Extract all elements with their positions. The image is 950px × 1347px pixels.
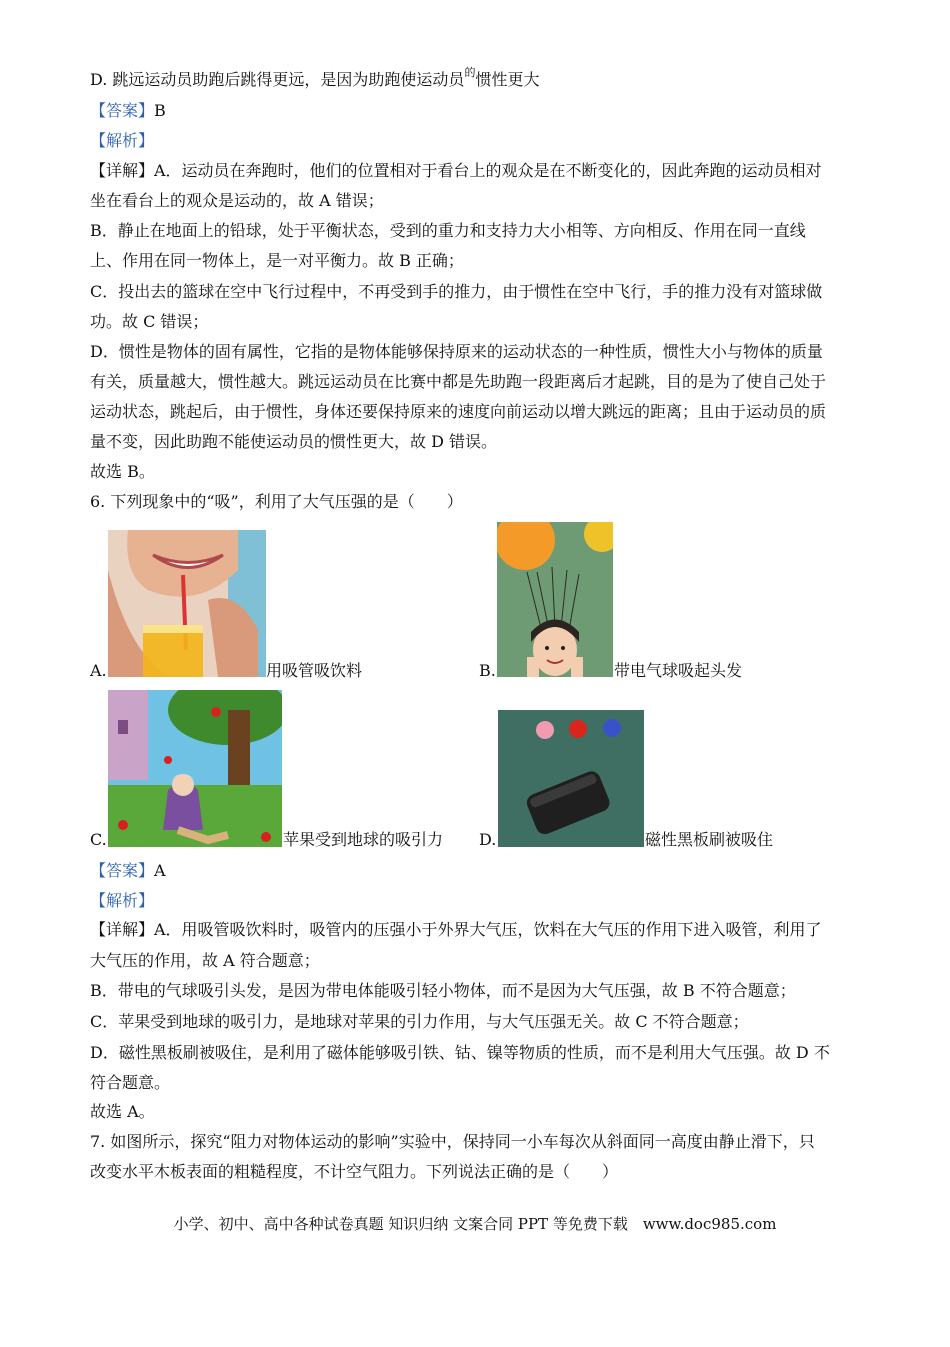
q5-analysis-line: 运动状态，跳起后，由于惯性，身体还要保持原来的速度向前运动以增大跳远的距离；且由于运动员的质: [90, 402, 827, 421]
q6-option-d-text: 磁性黑板刷被吸住: [645, 830, 774, 849]
balloon-hair-image: [497, 522, 613, 677]
q5-analysis-line: 量不变，因此助跑不能使运动员的惯性更大，故 D 错误。: [90, 432, 498, 451]
q6-option-c-letter: C.: [90, 830, 107, 849]
answer-label: 【答案】: [90, 861, 155, 880]
q6-analysis-line: 大气压的作用，故 A 符合题意；: [90, 951, 320, 970]
q5-analysis-line: 坐在看台上的观众是运动的，故 A 错误；: [90, 191, 384, 210]
q6-analysis-line: C．苹果受到地球的吸引力，是地球对苹果的引力作用，与大气压强无关。故 C 不符合题意；: [90, 1012, 749, 1031]
straw-drink-image: [108, 530, 266, 677]
q5-answer: [90, 101, 870, 121]
q6-option-d-letter: D.: [479, 830, 497, 849]
q5-analysis-line: 功。故 C 错误；: [90, 312, 209, 331]
q5-option-d-text: D. 跳远运动员助跑后跳得更远，是因为助跑使运动员: [90, 70, 465, 89]
q6-option-b-text: 带电气球吸起头发: [614, 661, 743, 680]
q6-option-c-text: 苹果受到地球的吸引力: [283, 830, 444, 849]
q6-stem: 6. 下列现象中的“吸”，利用了大气压强的是（ ）: [90, 492, 463, 511]
analysis-label: 【解析】: [90, 131, 155, 150]
answer-value: B: [154, 101, 166, 120]
q6-conclusion: 故选 A。: [90, 1102, 155, 1121]
answer-label: 【答案】: [90, 101, 155, 120]
q5-analysis-line: 上、作用在同一物体上，是一对平衡力。故 B 正确；: [90, 251, 464, 270]
analysis-label: 【解析】: [90, 891, 155, 910]
q5-conclusion: 故选 B。: [90, 462, 155, 481]
q5-analysis-line: 有关，质量越大，惯性越大。跳远运动员在比赛中都是先助跑一段距离后才起跳，目的是为了使自己处于: [90, 372, 827, 391]
q6-option-a-text: 用吸管吸饮料: [266, 661, 363, 680]
magnetic-eraser-image: [498, 710, 644, 847]
q5-option-d: [90, 66, 870, 92]
answer-value: A: [154, 861, 166, 880]
q6-analysis-line: 符合题意。: [90, 1073, 171, 1092]
q5-analysis-line: D．惯性是物体的固有属性，它指的是物体能够保持原来的运动状态的一种性质，惯性大小与物体的质量: [90, 342, 823, 361]
q5-option-d-tail: 惯性更大: [475, 70, 540, 89]
q5-analysis-line: B．静止在地面上的铅球，处于平衡状态，受到的重力和支持力大小相等、方向相反、作用在同一直线: [90, 221, 806, 240]
q6-analysis-line: B．带电的气球吸引头发，是因为带电体能吸引轻小物体，而不是因为大气压强，故 B 不符合题意；: [90, 981, 796, 1000]
q7-stem-line: 7. 如图所示，探究“阻力对物体运动的影响”实验中，保持同一小车每次从斜面同一高度由静止滑下，只: [90, 1132, 815, 1151]
q6-analysis-line: 【详解】A．用吸管吸饮料时，吸管内的压强小于外界大气压，饮料在大气压的作用下进入吸管，利用了: [90, 920, 822, 939]
q5-option-d-small: 的: [464, 66, 476, 79]
q5-analysis-line: C．投出去的篮球在空中飞行过程中，不再受到手的推力，由于惯性在空中飞行，手的推力没有对篮球做: [90, 282, 823, 301]
q6-option-a-letter: A.: [90, 661, 107, 680]
q5-analysis-line: 【详解】A．运动员在奔跑时，他们的位置相对于看台上的观众是在不断变化的，因此奔跑的运动员相对: [90, 161, 822, 180]
q6-option-b-letter: B.: [479, 661, 496, 680]
q6-analysis-line: D．磁性黑板刷被吸住，是利用了磁体能够吸引铁、钴、镍等物质的性质，而不是利用大气压强。故 D 不: [90, 1043, 830, 1062]
page-footer: 小学、初中、高中各种试卷真题 知识归纳 文案合同 PPT 等免费下载 www.doc985.com: [173, 1215, 777, 1233]
newton-apple-image: [108, 690, 282, 847]
q6-answer: [90, 861, 870, 881]
q7-stem-line: 改变水平木板表面的粗糙程度，不计空气阻力。下列说法正确的是（ ）: [90, 1162, 619, 1181]
